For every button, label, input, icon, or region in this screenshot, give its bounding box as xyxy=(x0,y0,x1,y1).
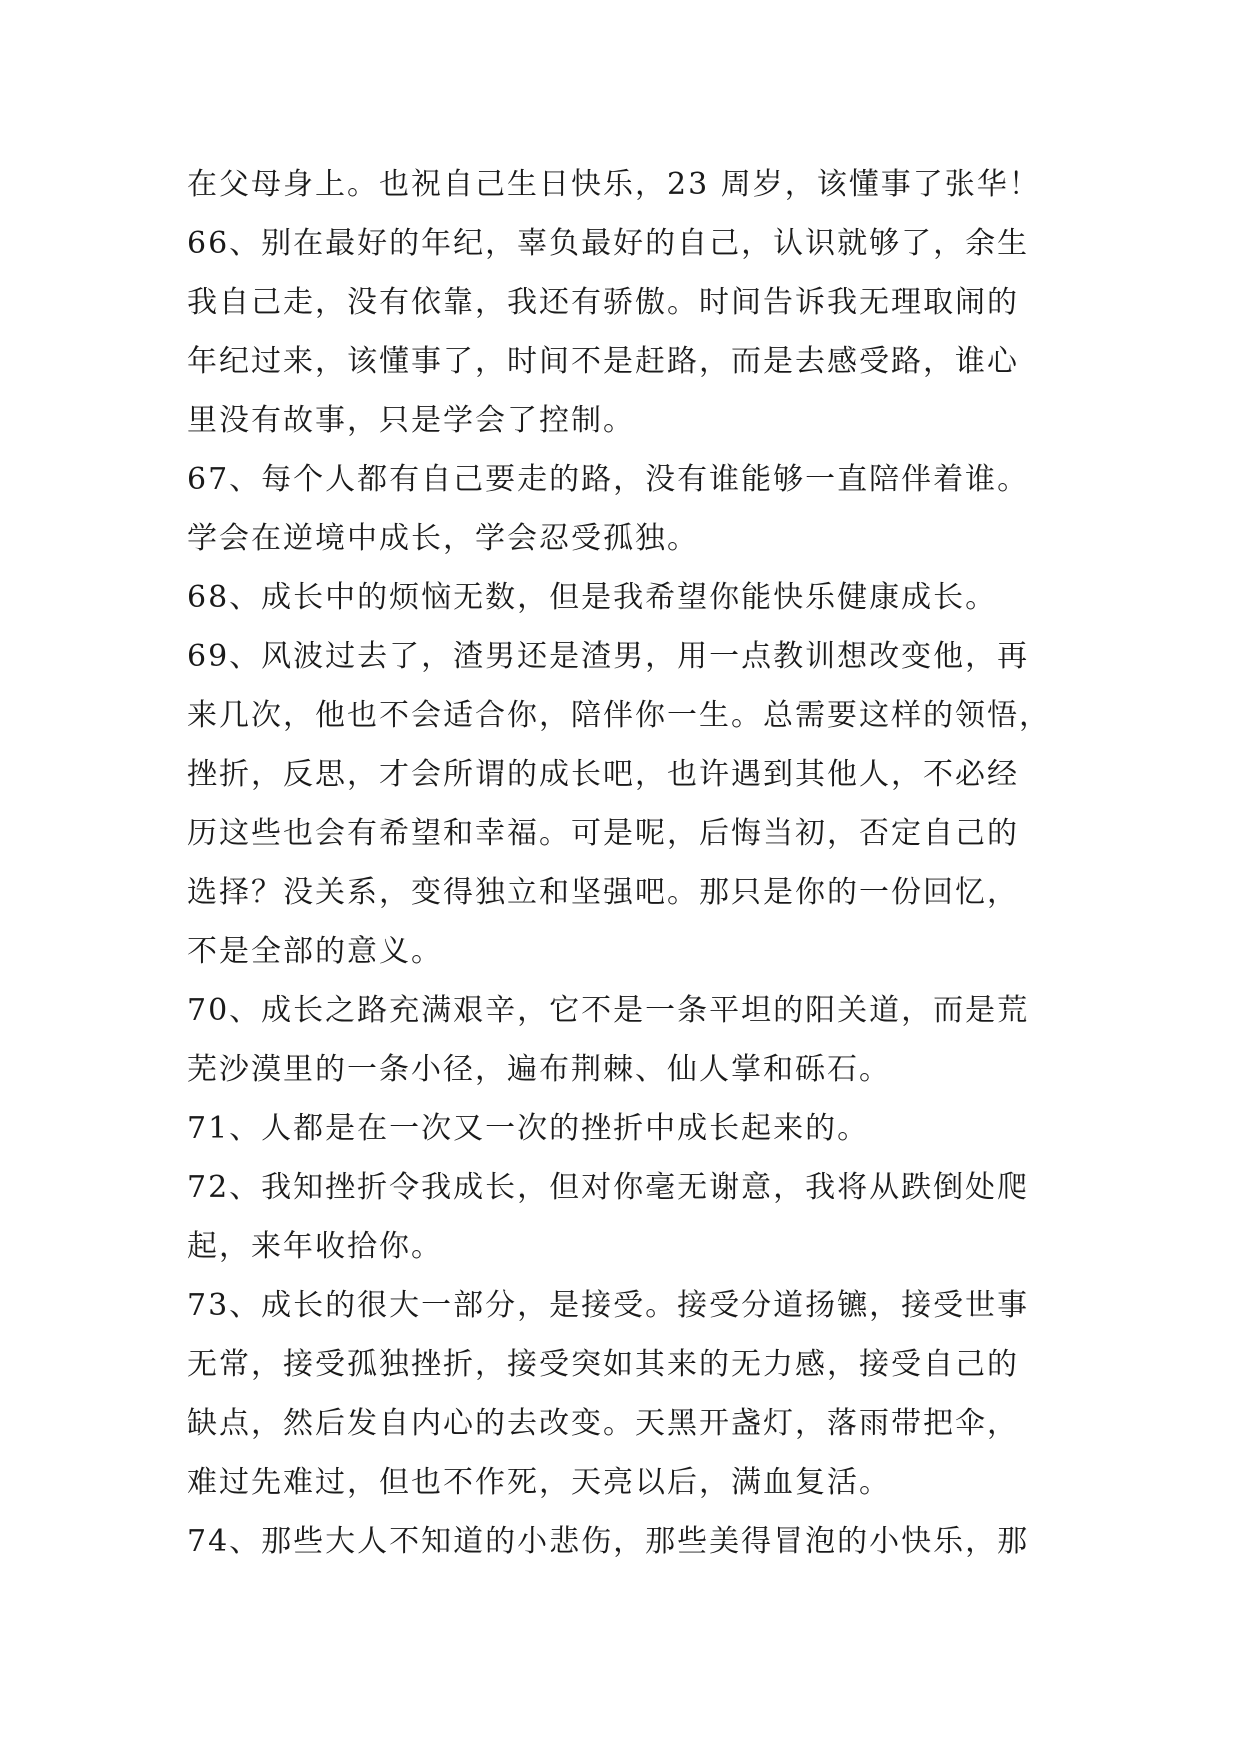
text-line: 学会在逆境中成长，学会忍受孤独。 xyxy=(187,521,699,556)
text-line: 69、风波过去了，渣男还是渣男，用一点教训想改变他，再 xyxy=(187,639,1030,674)
text-line: 选择？没关系，变得独立和坚强吧。那只是你的一份回忆， xyxy=(187,875,1019,910)
text-line: 挫折，反思，才会所谓的成长吧，也许遇到其他人，不必经 xyxy=(187,757,1019,792)
text-line: 难过先难过，但也不作死，天亮以后，满血复活。 xyxy=(187,1465,891,1500)
text-line: 来几次，他也不会适合你，陪伴你一生。总需要这样的领悟， xyxy=(187,698,1051,733)
text-line: 不是全部的意义。 xyxy=(187,934,443,969)
text-line: 我自己走，没有依靠，我还有骄傲。时间告诉我无理取闹的 xyxy=(187,285,1019,320)
text-line: 73、成长的很大一部分，是接受。接受分道扬镳，接受世事 xyxy=(187,1288,1030,1323)
text-line: 里没有故事，只是学会了控制。 xyxy=(187,403,635,438)
text-line: 芜沙漠里的一条小径，遍布荆棘、仙人掌和砾石。 xyxy=(187,1052,891,1087)
text-line: 无常，接受孤独挫折，接受突如其来的无力感，接受自己的 xyxy=(187,1347,1019,1382)
text-line: 74、那些大人不知道的小悲伤，那些美得冒泡的小快乐，那 xyxy=(187,1524,1030,1559)
text-line: 71、人都是在一次又一次的挫折中成长起来的。 xyxy=(187,1111,870,1146)
text-line: 67、每个人都有自己要走的路，没有谁能够一直陪伴着谁。 xyxy=(187,462,1030,497)
text-line: 66、别在最好的年纪，辜负最好的自己，认识就够了，余生 xyxy=(187,226,1030,261)
document-body xyxy=(187,155,1067,1571)
text-line: 起，来年收拾你。 xyxy=(187,1229,443,1264)
text-line: 70、成长之路充满艰辛，它不是一条平坦的阳关道，而是荒 xyxy=(187,993,1030,1028)
text-line: 历这些也会有希望和幸福。可是呢，后悔当初，否定自己的 xyxy=(187,816,1019,851)
text-line: 在父母身上。也祝自己生日快乐，23 周岁，该懂事了张华！ xyxy=(187,167,1041,202)
text-line: 68、成长中的烦恼无数，但是我希望你能快乐健康成长。 xyxy=(187,580,998,615)
text-line: 年纪过来，该懂事了，时间不是赶路，而是去感受路，谁心 xyxy=(187,344,1019,379)
text-line: 缺点，然后发自内心的去改变。天黑开盏灯，落雨带把伞， xyxy=(187,1406,1019,1441)
text-line: 72、我知挫折令我成长，但对你毫无谢意，我将从跌倒处爬 xyxy=(187,1170,1030,1205)
